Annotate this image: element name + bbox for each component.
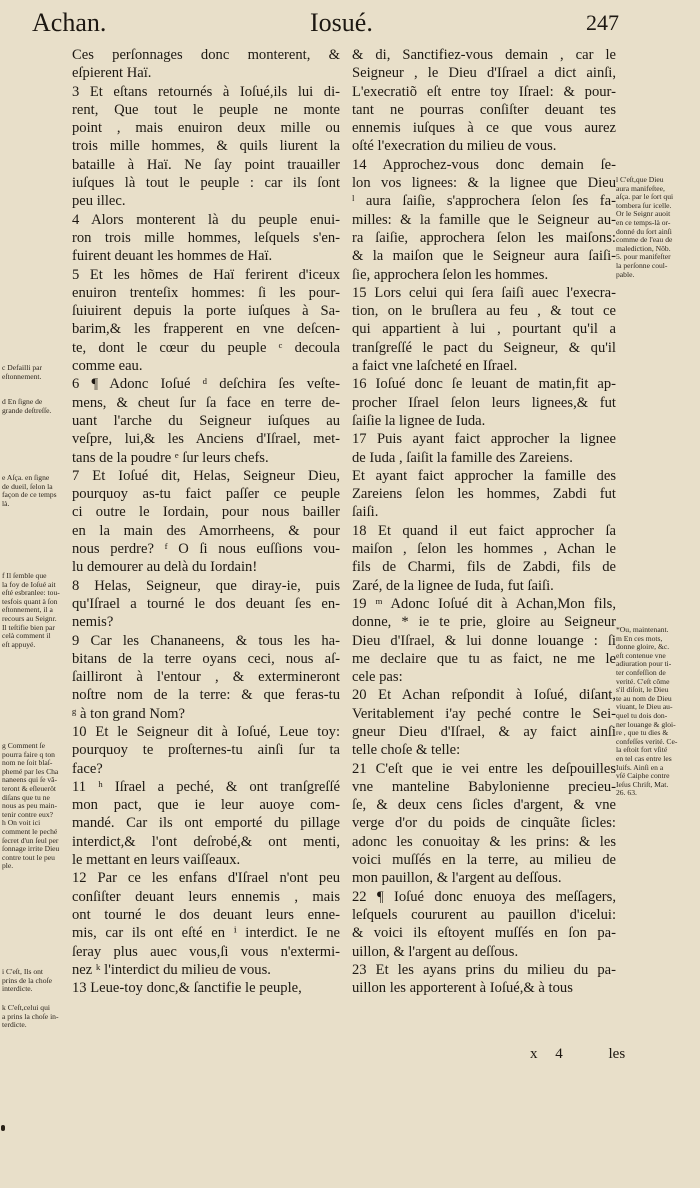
margin-note-line: re , que tu dies & (616, 729, 669, 738)
margin-note (2, 398, 68, 415)
page-number: 247 (586, 10, 619, 35)
margin-note-line: eſt appuyé. (2, 640, 36, 649)
text-line: enuiron trenteſix hommes: ſi les pour- (72, 284, 340, 301)
text-line: ci outre le Iordain, pour nous bailler (72, 504, 340, 521)
text-line: telle choſe & telle: (352, 742, 461, 759)
text-line: 21 C'eſt que ie vei entre les deſpouilles (352, 760, 616, 777)
margin-note-line: comme de l'eau de (616, 236, 673, 245)
text-line: rent, Que tout le peuple ne monte (72, 101, 340, 118)
text-line: verge d'or du poids de cinquãte ſicles: (352, 815, 616, 832)
text-line: lon vos lignees: & la lignee que Dieu (352, 175, 616, 192)
margin-note-line: tesfois quant à ſon (2, 597, 58, 606)
text-line: ᵍ à ton grand Nom? (72, 705, 186, 722)
margin-note-line: eſt contenue vne (616, 651, 666, 660)
text-line: vne manteline Babylonienne precieu- (352, 778, 616, 795)
margin-note (2, 968, 68, 994)
margin-note-line: viuant, le Dieu au- (616, 703, 673, 712)
margin-note-line: prins de la choſe (2, 976, 52, 985)
text-line: me declaire que tu as faict, ne me le (352, 650, 616, 667)
margin-note-line: aura manifeſtee, (616, 184, 665, 193)
margin-note-line: confeſſes verité. Ce- (616, 737, 678, 746)
margin-note-line: 5. pour manifeſter (616, 253, 671, 262)
text-line: ron trois mille hommes, leſquels s'en- (72, 229, 340, 246)
margin-note-line: k C'eſt,celui qui (2, 1004, 50, 1012)
margin-note-line: verité. C'eſt cõme (616, 677, 670, 686)
margin-note-line: a prins la choſe in- (2, 1012, 59, 1021)
margin-note-line: phemé par les Cha (2, 767, 59, 776)
text-line: trois mille hommes, & quils liurent la (72, 138, 340, 155)
margin-note-line: aſça. par le ſort qui (616, 193, 674, 202)
text-line: Seigneur , le Dieu d'Iſrael a dict ainſi, (352, 65, 616, 82)
text-line: fils de Charmi, fils de Zabdi, fils de (352, 559, 616, 576)
margin-note-line: celà comment il (2, 632, 51, 641)
text-line: 23 Et les ayans prins du milieu du pa- (352, 961, 616, 978)
text-line: ſaiſi. (352, 504, 379, 521)
text-line: 11 ʰ Iſrael a peché, & ont tranſgreſſé (72, 778, 340, 795)
margin-note-line: ſonnage irrite Dieu (2, 845, 60, 854)
left-text-column (72, 46, 340, 997)
margin-note-line: contre tout le peu (2, 853, 55, 862)
text-line: mon pauillon, & l'argent au deſſous. (352, 870, 562, 887)
text-line: eſpierent Haï. (72, 65, 152, 82)
text-line: 5 Et les hõmes de Haï ferirent d'iceux (72, 266, 340, 283)
right-text-column (352, 46, 616, 997)
text-line: Et ayant faict approcher la famille des (352, 467, 616, 484)
margin-note-line: naneens qui ſe vã- (2, 776, 58, 785)
text-line: 4 Alors monterent là du peuple enui- (72, 211, 340, 228)
margin-note (2, 742, 68, 871)
text-line: mandé. Car ils ont emporté du pillage (72, 815, 340, 832)
text-line: uant l'arche du Seigneur iuſques au (72, 412, 340, 429)
text-line: comme eau. (72, 358, 143, 375)
margin-note-line: i C'eſt, Ils ont (2, 968, 44, 976)
margin-note-line: s'il diſoit, le Dieu (616, 686, 669, 695)
margin-note-line: m En ces mots, (616, 634, 663, 643)
text-line: & la maiſon que le Seigneur aura ſaiſi- (352, 248, 616, 265)
text-line: interdict,& l'ont deſrobé,& ont menti, (72, 833, 340, 850)
margin-note-line: tombera ſur icelle. (616, 201, 672, 210)
text-line: nemis? (72, 614, 114, 631)
text-line: noſtre nom de la terre: & que feras-tu (72, 687, 340, 704)
margin-note-line: la foy de Ioſué ait (2, 580, 56, 589)
text-line: ſuiuirent depuis la porte iuſques à Sa- (72, 303, 340, 320)
margin-note-line: eſtonnement, il a (2, 606, 53, 615)
text-line: procher Iſrael ſelon leurs lignees,& fut (352, 394, 616, 411)
margin-note-line: tenir contre eux? (2, 810, 54, 819)
margin-note-line: comment le peché (2, 827, 58, 836)
text-line: ˡ aura ſaiſie, s'approchera ſelon ſes fa- (352, 193, 616, 210)
text-line: cele pas: (352, 669, 403, 686)
margin-note-line: diſans que tu ne (2, 793, 50, 802)
text-line: 12 Par ce les enfans d'Iſrael n'ont peu (72, 870, 340, 887)
text-line: mon pact, que ie leur auoye com- (72, 797, 340, 814)
text-line: leſquels coururent au pauillon d'icelui: (352, 906, 616, 923)
text-line: 15 Lors celui qui ſera ſaiſi auec l'execra- (352, 284, 616, 301)
catchword: les (608, 1046, 626, 1062)
text-line: peu illec. (72, 193, 126, 210)
text-line: 19 ᵐ Adonc Ioſué dit à Achan,Mon fils, (352, 595, 616, 612)
text-line: L'execratiõ eſt entre toy Iſrael: & pour- (352, 83, 616, 100)
text-line: uillon les apporterent à Ioſué,& à tous (352, 980, 573, 997)
margin-note-line: f Il ſemble que (2, 572, 47, 580)
text-line: 18 Et quand il eut faict approcher ſa (352, 522, 616, 539)
text-line: ſeray plus auec vous,ſi vous n'extermi- (72, 943, 340, 960)
margin-note-line: ſecret d'un ſeul per (2, 836, 59, 845)
margin-note-line: en tel cas entre les (616, 754, 672, 763)
margin-note-line: vſé Caiphe contre (616, 772, 670, 781)
margin-note-line: donne gloire, &c. (616, 643, 670, 652)
text-line: qu'Iſrael a tourné le dos deuant ſes en- (72, 595, 340, 612)
text-line: ra ſaiſie, approchera ſelon les maiſons: (352, 229, 616, 246)
text-line: 17 Puis ayant faict approcher la lignee (352, 431, 616, 448)
margin-note-line: en ce temps-là or- (616, 218, 671, 227)
text-line: 20 Et Achan reſpondit à Ioſué, diſant, (352, 687, 616, 704)
text-line: ont tourné le dos deuant leurs enne- (72, 906, 340, 923)
text-line: gneur Dieu d'Iſrael, & ay faict ainſi (352, 723, 616, 740)
ink-mark (1, 1125, 5, 1131)
margin-note-line: Il teſtifie bien par (2, 623, 55, 632)
text-line: conſiſter deuant leurs ennemis , mais (72, 888, 340, 905)
margin-note-line: la eſtoit fort vſité (616, 746, 668, 755)
text-line: Zareiens ſelon les hommes, Zabdi fut (352, 486, 616, 503)
margin-note-line: de dueil, ſelon la (2, 482, 53, 491)
margin-note-line: Or le Seignr auoit (616, 210, 671, 219)
text-line: qui appartient à lui , pourtant qu'il a (352, 321, 616, 338)
margin-note-line: ter confeſſion de (616, 668, 666, 677)
text-line: tans de la poudre ᵉ ſur leurs chefs. (72, 449, 269, 466)
margin-note-line: ple. (2, 862, 14, 871)
margin-note-line: h On voit ici (2, 819, 41, 828)
margin-note-line: nous as peu main- (2, 802, 58, 811)
margin-note-line: d En ſigne de (2, 398, 43, 406)
text-line: iuſques là tout le peuple : car ils ſont (72, 175, 340, 192)
text-line: bataille à Haï. Ne ſay point trauailler (72, 156, 340, 173)
text-line: mens, & cheut ſur ſa face en terre de- (72, 394, 340, 411)
text-line: 10 Et le Seigneur dit à Ioſué, Leue toy: (72, 723, 340, 740)
signature-number: 4 (555, 1046, 563, 1062)
margin-note-line: nom ne ſoit blaſ- (2, 759, 53, 768)
text-line: 9 Car les Chananeens, & tous les ha- (72, 632, 340, 649)
margin-note-line: la perſonne coul- (616, 261, 668, 270)
margin-note (616, 626, 698, 798)
text-line: ſailliront à l'entour , & extermineront (72, 669, 340, 686)
text-line: milles: & la famille que le Seigneur au- (352, 211, 616, 228)
margin-note (2, 572, 68, 649)
margin-note-line: pourra faire q ton (2, 750, 55, 759)
margin-note-line: quel tu dois don- (616, 711, 668, 720)
text-line: tant ne pourras conſiſter deuant tes (352, 101, 616, 118)
text-line: en la main des Amorrheens, & pour (72, 522, 340, 539)
text-line: ennemis iuſques à ce que vous aurez (352, 120, 616, 137)
margin-note-line: Iuifs. Ainſi en a (616, 763, 664, 772)
text-line: donne, * ie te prie, gloire au Seigneur (352, 614, 616, 631)
text-line: mis, car ils ont eſté en ⁱ interdict. Ie ne (72, 925, 340, 942)
text-line: te, dont le cœur du peuple ᶜ decoula (72, 339, 340, 356)
margin-note-line: Ieſus Chriſt, Mat. (616, 780, 669, 789)
margin-note-line: te au nom de Dieu (616, 694, 672, 703)
margin-note-line: teront & eſleueröt (2, 784, 56, 793)
margin-note-line: eſtonnement. (2, 372, 42, 381)
running-head-left: Achan. (32, 8, 107, 37)
margin-note-line: là. (2, 499, 10, 508)
text-line: nous perdre? ᶠ O ſi nous euſſions vou- (72, 541, 340, 558)
text-line: adonc les conuoitay & les prins: & les (352, 833, 616, 850)
margin-note-line: recours au Seignr. (2, 614, 57, 623)
text-line: de Iuda , ſaiſit la famille des Zareiens. (352, 449, 573, 466)
text-line: Dieu d'Iſrael, & lui donne louange : ſi (352, 632, 616, 649)
margin-note-line: grande deſtreſſe. (2, 406, 52, 415)
text-line: veſpre, lui,& les Anciens d'Iſrael, met- (72, 431, 340, 448)
margin-note (2, 1004, 68, 1030)
text-line: 8 Helas, Seigneur, que diray-ie, puis (72, 577, 340, 594)
text-line: barim,& les frapperent en vne deſcen- (72, 321, 340, 338)
margin-note-line: 26. 63. (616, 789, 637, 798)
page-footer (530, 1046, 625, 1063)
margin-note-line: *Ou, maintenant. (616, 626, 669, 634)
text-line: point , mais enuiron deux mille ou (72, 120, 340, 137)
text-line: 14 Approchez-vous donc demain ſe- (352, 156, 616, 173)
text-line: & voici ils eſtoyent muſſés en ſon pa- (352, 925, 616, 942)
text-line: Veritablement i'ay peché contre le Sei- (352, 705, 616, 722)
margin-note (616, 176, 698, 279)
margin-note-line: terdicte. (2, 1021, 27, 1030)
text-line: tion, on le bruſlera au feu , & tout ce (352, 303, 616, 320)
margin-note-line: façon de ce temps (2, 491, 57, 500)
text-line: pourquoy te proſternes-tu ainſi ſur ta (72, 742, 340, 759)
text-line: uillon, & l'argent au deſſous. (352, 943, 519, 960)
margin-note-line: e Aſça. en ſigne (2, 474, 50, 482)
running-head-title: Iosué. (310, 8, 373, 37)
margin-note-line: c Defailli par (2, 364, 43, 372)
margin-note-line: g Comment ſe (2, 742, 46, 750)
margin-note (2, 364, 68, 381)
text-line: voici muſſés en la terre, au milieu de (352, 852, 616, 869)
margin-note (2, 474, 68, 508)
text-line: maiſon , ſelon les hommes , Achan le (352, 541, 616, 558)
margin-note-line: l C'eſt,que Dieu (616, 176, 664, 184)
text-line: le mettant en leurs vaiſſeaux. (72, 852, 241, 869)
text-line: face? (72, 760, 103, 777)
text-line: 6 ¶ Adonc Ioſué ᵈ deſchira ſes veſte- (72, 376, 340, 393)
text-line: nez ᵏ l'interdict du milieu de vous. (72, 961, 271, 978)
text-line: pourquoy as-tu faict paſſer ce peuple (72, 486, 340, 503)
text-line: ſe, & deux cens ſicles d'argent, & vne (352, 797, 616, 814)
text-line: tranſgreſſé le pact du Seigneur, & qu'il (352, 339, 616, 356)
margin-note-line: malediction, Nõb. (616, 244, 671, 253)
text-line: 13 Leue-toy donc,& ſanctifie le peuple, (72, 980, 302, 997)
text-line: Ces perſonnages donc monterent, & (72, 47, 340, 63)
text-line: lu demourer au delà du Iordain! (72, 559, 258, 576)
margin-note-line: adiuration pour ti- (616, 660, 672, 669)
margin-note-line: eſté esbranlee: tou- (2, 589, 60, 598)
margin-note-line: donné du ſort ainſi (616, 227, 672, 236)
text-line: bitans de la terre oyans ceci, nous aſ- (72, 650, 340, 667)
margin-note-line: interdicte. (2, 985, 33, 994)
text-line: 22 ¶ Ioſué donc enuoya des meſſagers, (352, 888, 616, 905)
text-line: & di, Sanctifiez-vous demain , car le (352, 47, 616, 63)
text-line: 3 Et eſtans retournés à Ioſué,ils lui di- (72, 83, 340, 100)
signature-letter: x (530, 1046, 538, 1062)
text-line: 7 Et Ioſué dit, Helas, Seigneur Dieu, (72, 467, 340, 484)
text-line: a faict vne laſcheté en Iſrael. (352, 358, 518, 375)
text-line: Zaré, de la lignee de Iuda, fut ſaiſi. (352, 577, 554, 594)
text-line: oſté l'execration du milieu de vous. (352, 138, 557, 155)
margin-note-line: ner louange & gloi- (616, 720, 676, 729)
text-line: 16 Ioſué donc ſe leuant de matin,fit ap- (352, 376, 616, 393)
text-line: ſie, approchera ſelon les hommes. (352, 266, 549, 283)
text-line: ſaiſie la lignee de Iuda. (352, 412, 486, 429)
text-line: fuirent deuant les hommes de Haï. (72, 248, 273, 265)
margin-note-line: pable. (616, 270, 635, 279)
